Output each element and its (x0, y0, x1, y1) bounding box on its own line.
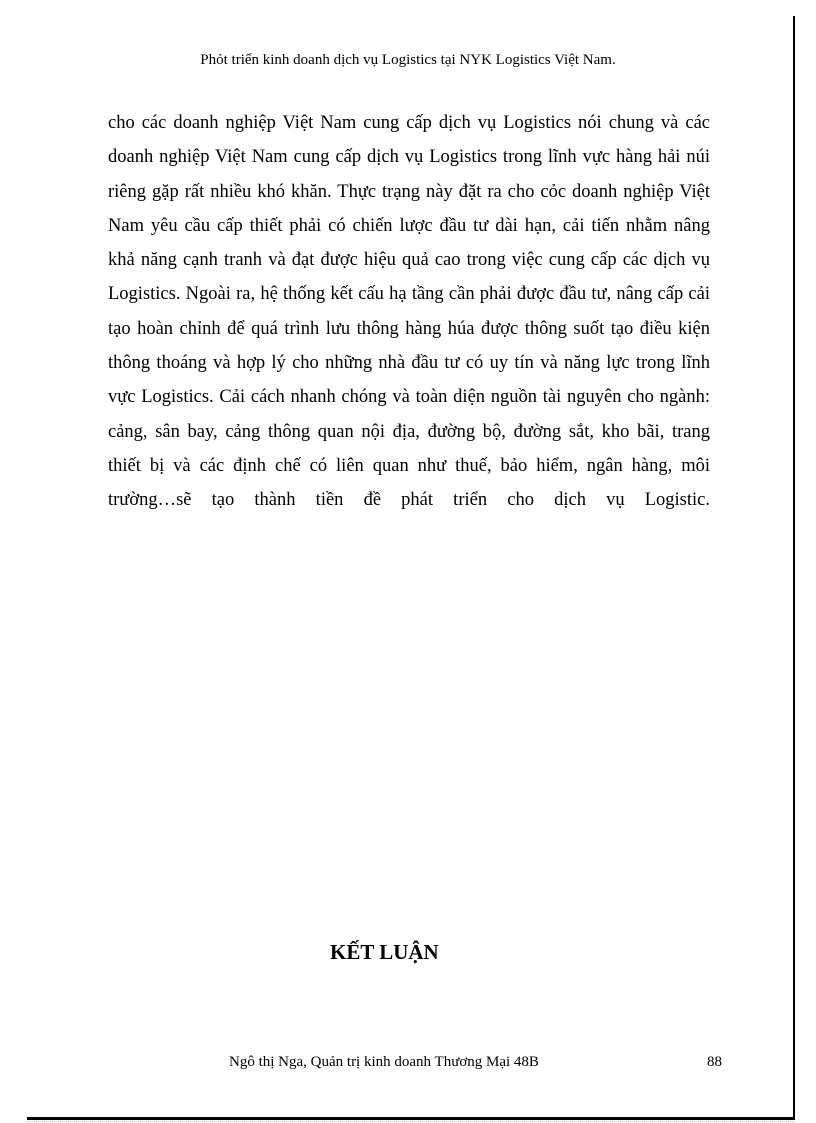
body-line: trường…sẽ tạo thành tiền đề phát triển cho dịch vụ Logistic. (108, 490, 710, 511)
body-line: riêng gặp rất nhiều khó khăn. Thực trạng này đặt ra cho cỏc doanh nghiệp Việt (108, 181, 710, 202)
body-line: Logistics. Ngoài ra, hệ thống kết cấu hạ tầng cần phải được đầu tư, nâng cấp cải (108, 284, 710, 305)
body-line: khả năng cạnh tranh và đạt được hiệu quả cao trong việc cung cấp các dịch vụ (108, 250, 710, 271)
body-line: thông thoáng và hợp lý cho những nhà đầu tư có uy tín và năng lực trong lĩnh (108, 353, 710, 374)
body-line: cảng, sân bay, cảng thông quan nội địa, đường bộ, đường sắt, kho bãi, trang (108, 421, 710, 442)
body-line: Nam yêu cầu cấp thiết phải có chiến lược đầu tư dài hạn, cải tiến nhằm nâng (108, 215, 710, 236)
running-header: Phỏt triển kinh doanh dịch vụ Logistics tại NYK Logistics Việt Nam. (200, 52, 616, 68)
body-paragraph (108, 106, 710, 518)
footer-author: Ngô thị Nga, Quản trị kinh doanh Thương Mại 48B (229, 1054, 539, 1070)
body-line: doanh nghiệp Việt Nam cung cấp dịch vụ Logistics trong lĩnh vực hàng hải núi (108, 147, 710, 168)
body-line: vực Logistics. Cải cách nhanh chóng và toàn diện nguồn tài nguyên cho ngành: (108, 387, 710, 408)
body-line: cho các doanh nghiệp Việt Nam cung cấp dịch vụ Logistics nói chung và các (108, 113, 710, 133)
page-number: 88 (707, 1054, 722, 1070)
page-bottom-edge (27, 1121, 795, 1122)
section-heading: KẾT LUẬN (330, 940, 439, 964)
body-line: thiết bị và các định chế có liên quan như thuế, bảo hiểm, ngân hàng, môi (108, 455, 710, 476)
body-line: tạo hoàn chỉnh để quá trình lưu thông hàng húa được thông suốt tạo điều kiện (108, 318, 710, 339)
